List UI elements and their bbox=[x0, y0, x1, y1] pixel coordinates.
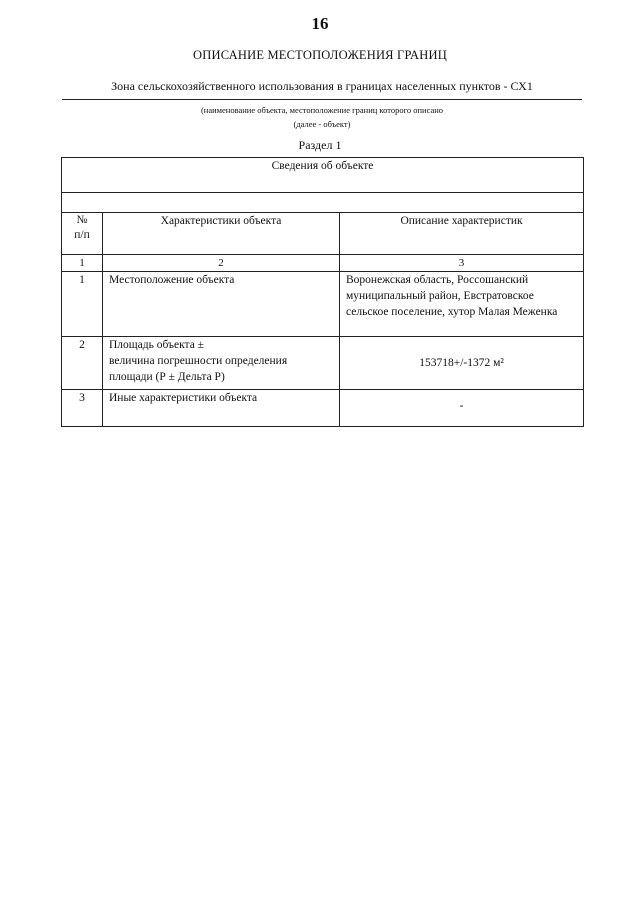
row-characteristic-line-1: Площадь объекта ± bbox=[109, 339, 204, 351]
section-title: Раздел 1 bbox=[298, 138, 342, 152]
row-characteristic-line-3: площади (Р ± Дельта Р) bbox=[109, 371, 225, 383]
row-number: 2 bbox=[62, 337, 103, 390]
object-info-table bbox=[61, 157, 584, 427]
row-description: 153718+/-1372 м² bbox=[340, 337, 584, 390]
column-header-row bbox=[62, 213, 584, 255]
column-number-row bbox=[62, 255, 584, 272]
object-caption-line-2: (далее - объект) bbox=[293, 119, 351, 129]
table-empty-row bbox=[62, 193, 584, 213]
column-number-3: 3 bbox=[340, 255, 584, 272]
row-description: - bbox=[340, 390, 584, 427]
column-number-2: 2 bbox=[103, 255, 340, 272]
column-header-number-line-1: № bbox=[76, 214, 88, 226]
empty-cell bbox=[62, 193, 584, 213]
column-number-1: 1 bbox=[62, 255, 103, 272]
column-header-number bbox=[62, 213, 103, 255]
row-characteristic: Иные характеристики объекта bbox=[103, 390, 340, 427]
object-name: Зона сельскохозяйственного использования в границах населенных пунктов - СХ1 bbox=[111, 79, 533, 93]
object-caption bbox=[62, 103, 582, 131]
row-characteristic-line-2: величина погрешности определения bbox=[109, 355, 288, 367]
table-row bbox=[62, 337, 584, 390]
document-title: ОПИСАНИЕ МЕСТОПОЛОЖЕНИЯ ГРАНИЦ bbox=[193, 48, 447, 62]
row-description: Воронежская область, Россошанский муниципальный район, Евстратовское сельское поселение, хутор Малая Меженка bbox=[340, 272, 584, 337]
row-number: 1 bbox=[62, 272, 103, 337]
object-caption-line-1: (наименование объекта, местоположение границ которого описано bbox=[200, 105, 444, 115]
row-characteristic bbox=[103, 337, 340, 390]
column-header-number-line-2: п/п bbox=[74, 229, 90, 241]
object-name-underline bbox=[62, 99, 582, 100]
column-header-characteristic: Характеристики объекта bbox=[103, 213, 340, 255]
row-characteristic: Местоположение объекта bbox=[103, 272, 340, 337]
table-heading: Сведения об объекте bbox=[62, 158, 584, 193]
table-heading-row bbox=[62, 158, 584, 193]
table-row bbox=[62, 390, 584, 427]
page-number: 16 bbox=[311, 14, 329, 33]
row-number: 3 bbox=[62, 390, 103, 427]
column-header-description: Описание характеристик bbox=[340, 213, 584, 255]
table-row bbox=[62, 272, 584, 337]
